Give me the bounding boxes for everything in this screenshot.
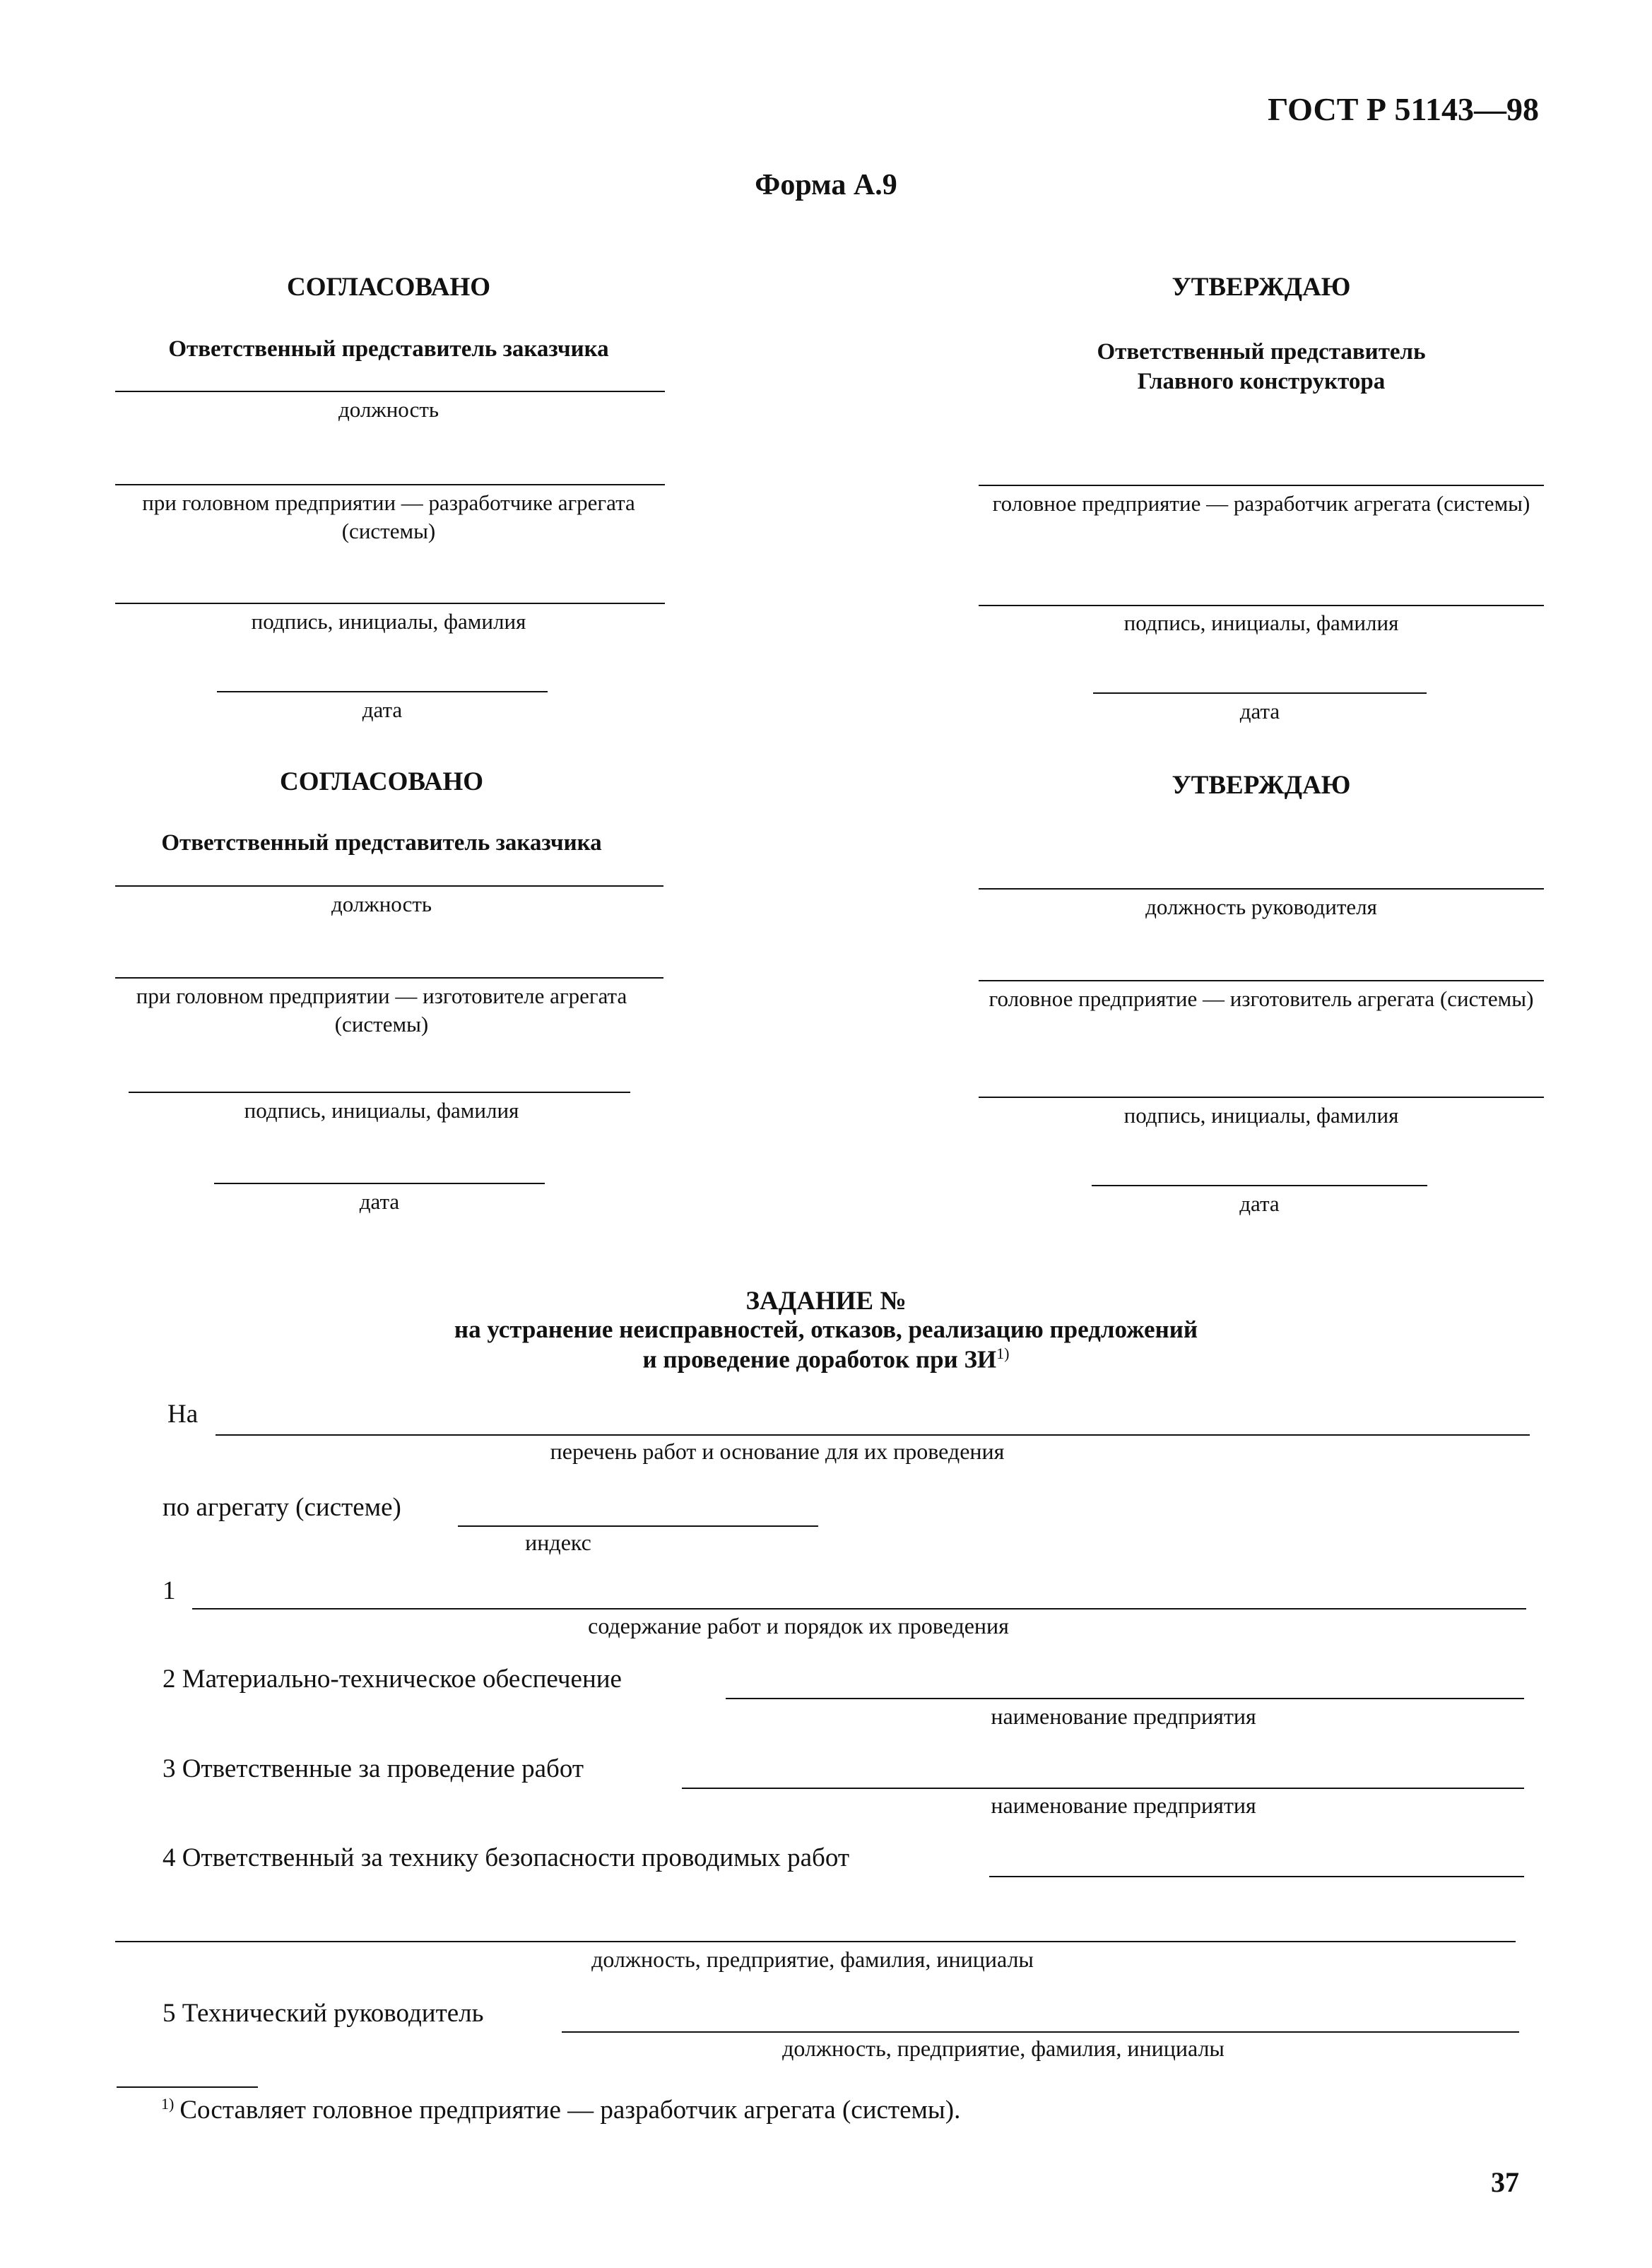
- row-label-item-5: 5 Технический руководитель: [163, 1999, 484, 2028]
- fill-line-na: [216, 1434, 1530, 1436]
- row-label-aggregate: по агрегату (системе): [163, 1493, 401, 1522]
- field-label: подпись, инициалы, фамилия: [1123, 1103, 1399, 1128]
- form-title: Форма А.9: [755, 169, 897, 201]
- row-caption: должность, предприятие, фамилия, инициалы: [782, 2036, 1225, 2061]
- signature-line: [979, 605, 1544, 606]
- block-heading: СОГЛАСОВАНО: [279, 767, 484, 796]
- row-label-na: На: [167, 1400, 199, 1429]
- field-label: дата: [362, 697, 403, 722]
- task-subtitle: на устранение неисправностей, отказов, реализацию предложений: [454, 1316, 1198, 1343]
- block-heading: УТВЕРЖДАЮ: [1172, 273, 1351, 302]
- row-caption: перечень работ и основание для их проведения: [550, 1439, 1005, 1464]
- signature-line: [217, 691, 548, 692]
- row-caption: индекс: [525, 1530, 591, 1555]
- fill-line-item-1: [192, 1608, 1526, 1610]
- row-caption: наименование предприятия: [991, 1703, 1256, 1729]
- block-subheading: Главного конструктора: [1137, 369, 1386, 394]
- fill-line-item-4: [989, 1876, 1524, 1877]
- signature-line: [1092, 1185, 1427, 1186]
- signature-line: [1093, 692, 1427, 694]
- footnote-mark: 1): [161, 2095, 175, 2113]
- signature-line: [979, 1097, 1544, 1098]
- signature-line: [115, 603, 665, 604]
- row-caption: содержание работ и порядок их проведения: [588, 1613, 1009, 1638]
- fill-line-aggregate: [458, 1525, 818, 1527]
- signature-line: [979, 888, 1544, 890]
- field-label: подпись, инициалы, фамилия: [251, 609, 526, 634]
- block-subheading: Ответственный представитель заказчика: [161, 830, 602, 856]
- signature-line: [115, 977, 663, 979]
- row-label-item-1: 1: [163, 1576, 176, 1605]
- row-label-item-4: 4 Ответственный за технику безопасности проводимых работ: [163, 1843, 850, 1872]
- task-subtitle-text: и проведение доработок при ЗИ: [642, 1345, 997, 1374]
- block-subheading: Ответственный представитель заказчика: [168, 336, 609, 362]
- signature-line: [115, 484, 665, 485]
- footnote: [161, 2095, 960, 2125]
- field-label: подпись, инициалы, фамилия: [1123, 610, 1399, 635]
- footnote-text: Составляет головное предприятие — разработчик агрегата (системы).: [179, 2096, 961, 2125]
- signature-line: [979, 980, 1544, 981]
- field-label: должность: [338, 397, 439, 422]
- page-number: 37: [1491, 2166, 1519, 2198]
- row-label-item-3: 3 Ответственные за проведение работ: [163, 1754, 584, 1783]
- fill-line-item-4-continued: [115, 1941, 1516, 1942]
- task-title: ЗАДАНИЕ №: [745, 1287, 907, 1316]
- signature-line: [979, 485, 1544, 486]
- row-label-item-2: 2 Материально-техническое обеспечение: [163, 1665, 622, 1694]
- field-label: головное предприятие — разработчик агрегата (системы): [992, 491, 1530, 516]
- fill-line-item-5: [562, 2031, 1519, 2033]
- block-heading: УТВЕРЖДАЮ: [1172, 771, 1351, 800]
- field-label: должность руководителя: [1145, 894, 1377, 919]
- task-subtitle: [0, 1345, 1652, 1374]
- field-label: головное предприятие — изготовитель агрегата (системы): [989, 986, 1534, 1011]
- field-label: дата: [1239, 699, 1280, 723]
- field-label: дата: [359, 1189, 400, 1214]
- document-number: ГОСТ Р 51143—98: [1268, 91, 1539, 127]
- signature-line: [115, 391, 665, 392]
- row-caption: должность, предприятие, фамилия, инициалы: [591, 1947, 1034, 1972]
- signature-line: [214, 1183, 545, 1184]
- footnote-separator: [117, 2086, 258, 2088]
- row-caption: наименование предприятия: [991, 1792, 1256, 1818]
- block-subheading: Ответственный представитель: [1097, 339, 1426, 365]
- field-label: дата: [1239, 1191, 1280, 1216]
- signature-line: [129, 1092, 630, 1093]
- block-heading: СОГЛАСОВАНО: [286, 273, 491, 302]
- signature-line: [115, 885, 663, 887]
- fill-line-item-3: [682, 1788, 1524, 1789]
- field-label: при головном предприятии — изготовителе агрегата (системы): [136, 984, 627, 1036]
- footnote-reference: 1): [996, 1345, 1010, 1362]
- field-label: при головном предприятии — разработчике агрегата (системы): [142, 490, 635, 543]
- field-label: должность: [331, 892, 432, 916]
- fill-line-item-2: [726, 1698, 1524, 1699]
- field-label: подпись, инициалы, фамилия: [244, 1098, 519, 1123]
